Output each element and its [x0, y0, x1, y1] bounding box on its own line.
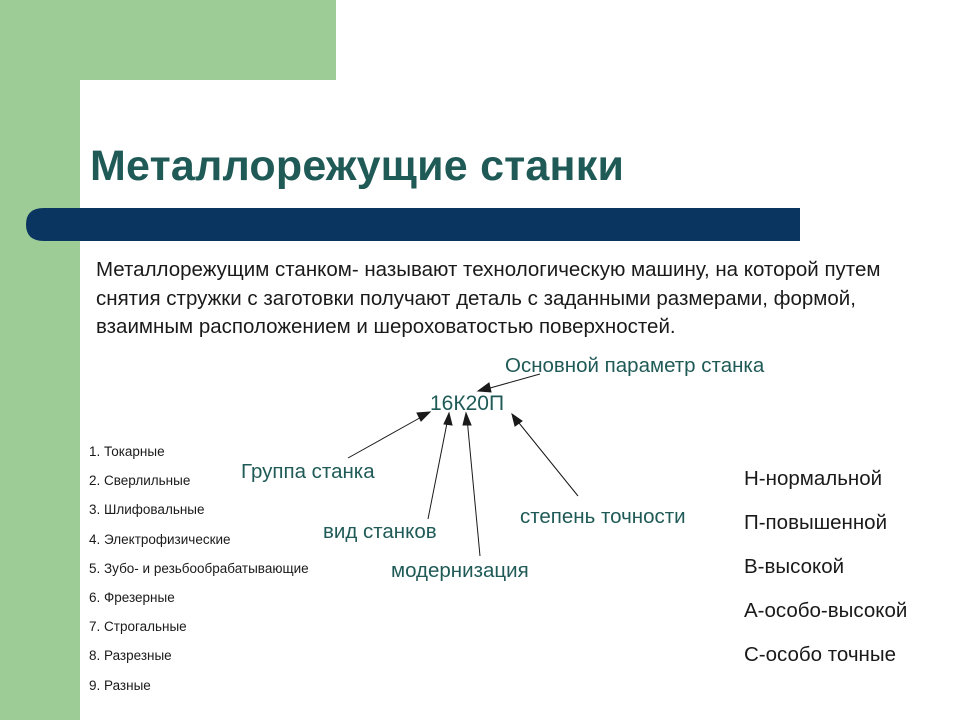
- list-item: 4. Электрофизические: [89, 531, 231, 547]
- list-item: А-особо-высокой: [744, 599, 908, 622]
- title-underline-bar: [26, 208, 800, 241]
- label-accuracy-class: степень точности: [520, 505, 686, 528]
- definition-text: Металлорежущим станком- называют технологическую машину, на которой путем снятия стружки с заготовки получают деталь с заданными размерами, формой, взаимным расположением и шероховатостью поверхностей.: [96, 258, 881, 338]
- arrow-machine-group: [348, 415, 425, 458]
- list-item: 6. Фрезерные: [89, 589, 175, 605]
- list-item: 3. Шлифовальные: [89, 502, 205, 518]
- list-item: В-высокой: [744, 555, 845, 578]
- slide-title: Металлорежущие станки: [90, 142, 625, 190]
- list-item: 1. Токарные: [89, 444, 165, 459]
- list-item: 7. Строгальные: [89, 619, 187, 635]
- list-item: 5. Зубо- и резьбообрабатывающие: [89, 560, 309, 576]
- list-item: 9. Разные: [89, 677, 151, 693]
- label-machine-group: Группа станка: [241, 460, 375, 483]
- machine-code: 16К20П: [430, 392, 505, 415]
- label-modernization: модернизация: [391, 559, 529, 582]
- accuracy-classes-list: [744, 465, 907, 685]
- list-item: 2. Сверлильные: [89, 473, 191, 489]
- arrow-machine-type: [428, 418, 448, 519]
- arrowhead-main-parameter: [478, 383, 491, 392]
- arrow-modernization: [467, 418, 480, 556]
- arrow-accuracy-class: [515, 418, 578, 496]
- arrowhead-machine-group: [417, 412, 430, 421]
- machine-groups-list: [89, 441, 309, 704]
- green-top-panel: [0, 0, 336, 80]
- list-item: С-особо точные: [744, 643, 896, 666]
- green-side-panel: [0, 0, 80, 720]
- label-machine-type: вид станков: [323, 520, 437, 543]
- list-item: 8. Разрезные: [89, 648, 172, 664]
- label-main-parameter: Основной параметр станка: [505, 354, 765, 377]
- list-item: Н-нормальной: [744, 467, 883, 490]
- list-item: П-повышенной: [744, 511, 888, 534]
